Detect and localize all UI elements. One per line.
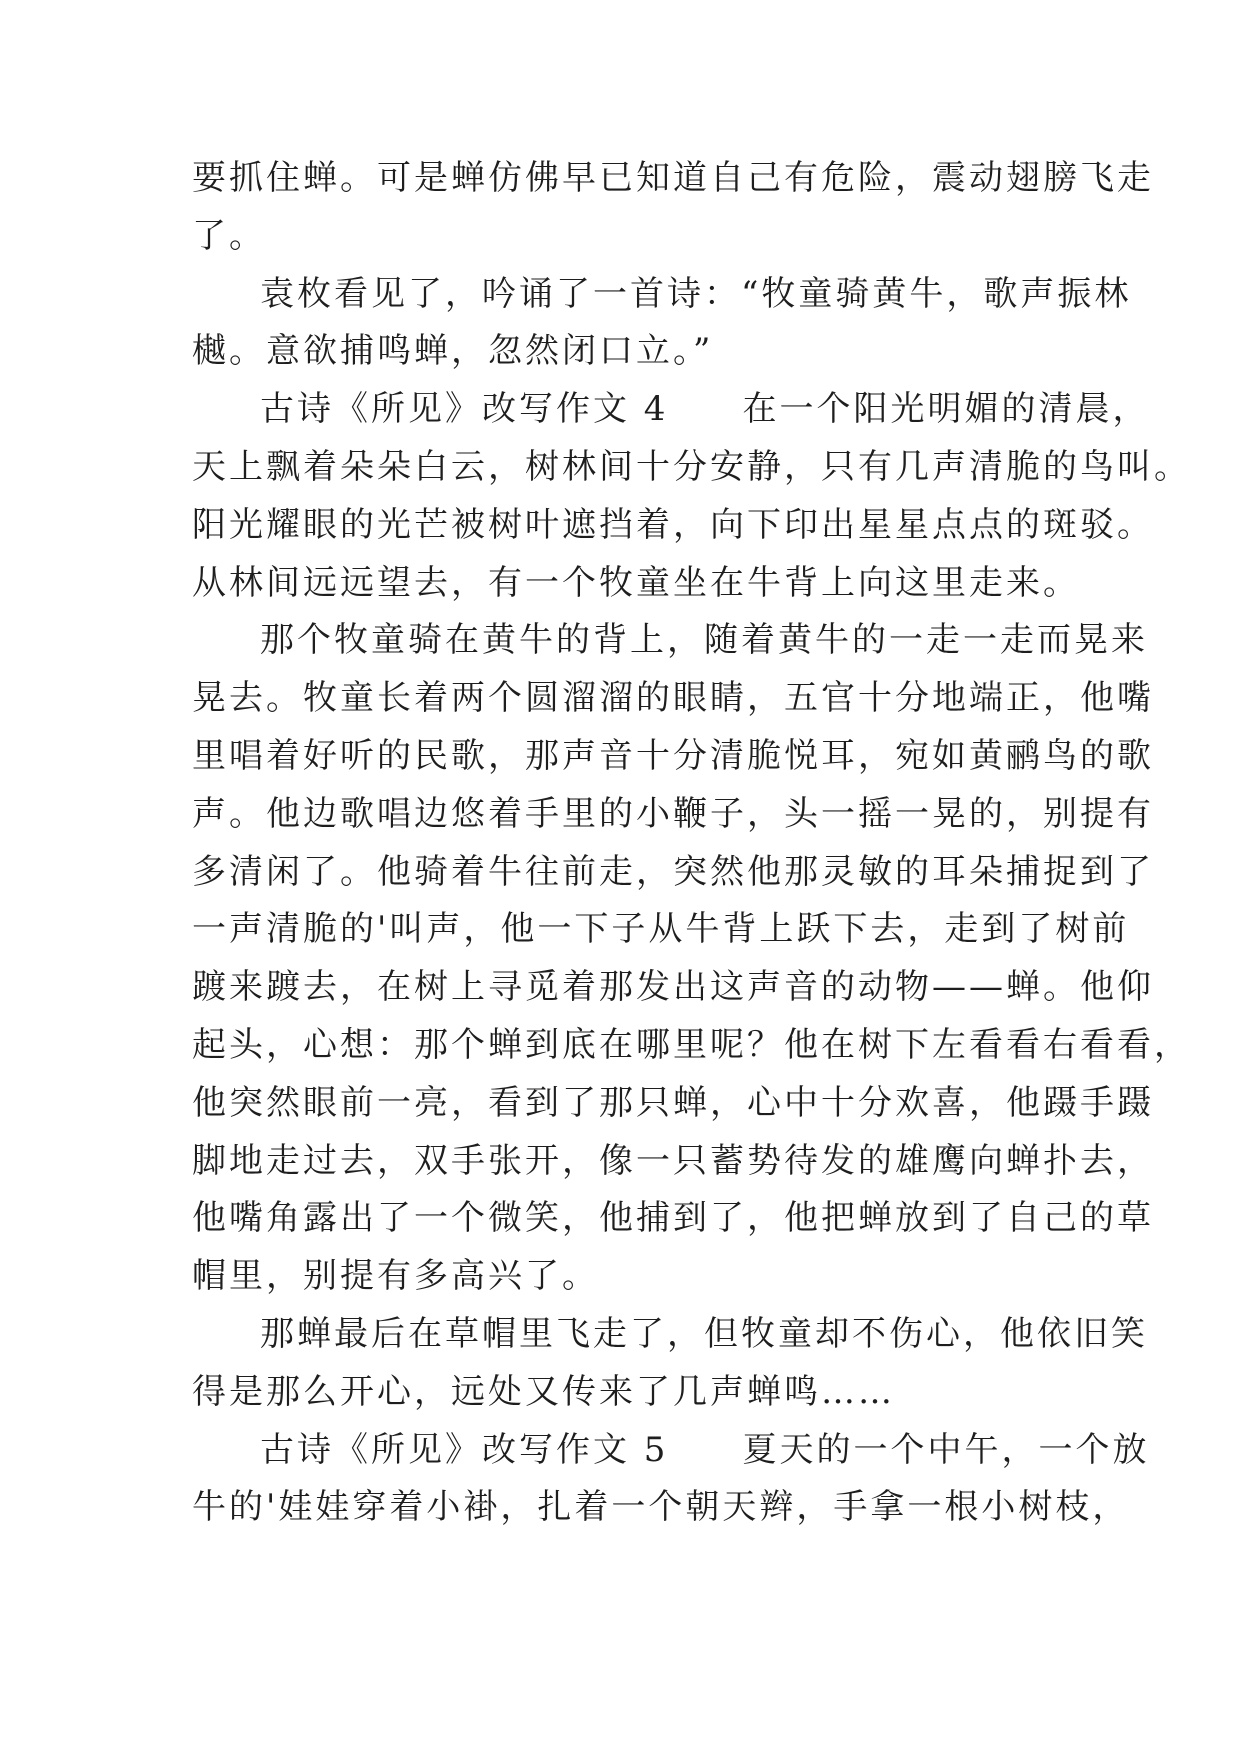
text-line: 脚地走过去，双手张开，像一只蓄势待发的雄鹰向蝉扑去， (192, 1140, 1154, 1181)
text-line: 帽里，别提有多高兴了。 (192, 1256, 599, 1297)
text-line: 他突然眼前一亮，看到了那只蝉，心中十分欢喜，他蹑手蹑 (192, 1082, 1154, 1123)
text-line: 声。他边歌唱边悠着手里的小鞭子，头一摇一晃的，别提有 (192, 793, 1154, 834)
text-line: 起头，心想：那个蝉到底在哪里呢？他在树下左看看右看看， (192, 1024, 1191, 1065)
text-line: 踱来踱去，在树上寻觅着那发出这声音的动物——蝉。他仰 (192, 967, 1154, 1008)
section-heading-line: 古诗《所见》改写作文 4 在一个阳光明媚的清晨， (260, 389, 1150, 430)
text-line: 天上飘着朵朵白云，树林间十分安静，只有几声清脆的鸟叫。 (192, 446, 1191, 487)
text-line: 他嘴角露出了一个微笑，他捕到了，他把蝉放到了自己的草 (192, 1198, 1154, 1239)
document-body (192, 150, 1191, 1537)
text-line: 要抓住蝉。可是蝉仿佛早已知道自己有危险，震动翅膀飞走 (192, 158, 1154, 198)
text-line: 那个牧童骑在黄牛的背上，随着黄牛的一走一走而晃来 (260, 620, 1148, 661)
text-line: 那蝉最后在草帽里飞走了，但牧童却不伤心，他依旧笑 (260, 1313, 1148, 1354)
text-line: 晃去。牧童长着两个圆溜溜的眼睛，五官十分地端正，他嘴 (192, 678, 1154, 719)
text-line: 阳光耀眼的光芒被树叶遮挡着，向下印出星星点点的斑驳。 (192, 504, 1154, 545)
text-line: 得是那么开心，远处又传来了几声蝉鸣…… (192, 1371, 895, 1412)
text-line: 了。 (192, 215, 266, 256)
section-heading-line: 古诗《所见》改写作文 5 夏天的一个中午，一个放 (260, 1429, 1150, 1470)
text-line: 樾。意欲捕鸣蝉，忽然闭口立。” (192, 331, 714, 372)
text-line: 里唱着好听的民歌，那声音十分清脆悦耳，宛如黄鹂鸟的歌 (192, 735, 1154, 776)
text-line: 袁枚看见了，吟诵了一首诗：“牧童骑黄牛，歌声振林 (260, 273, 1132, 314)
text-line: 一声清脆的'叫声，他一下子从牛背上跃下去，走到了树前 (192, 909, 1130, 950)
text-line: 牛的'娃娃穿着小褂，扎着一个朝天辫，手拿一根小树枝， (192, 1487, 1130, 1528)
text-line: 从林间远远望去，有一个牧童坐在牛背上向这里走来。 (192, 562, 1080, 603)
text-line: 多清闲了。他骑着牛往前走，突然他那灵敏的耳朵捕捉到了 (192, 851, 1154, 892)
